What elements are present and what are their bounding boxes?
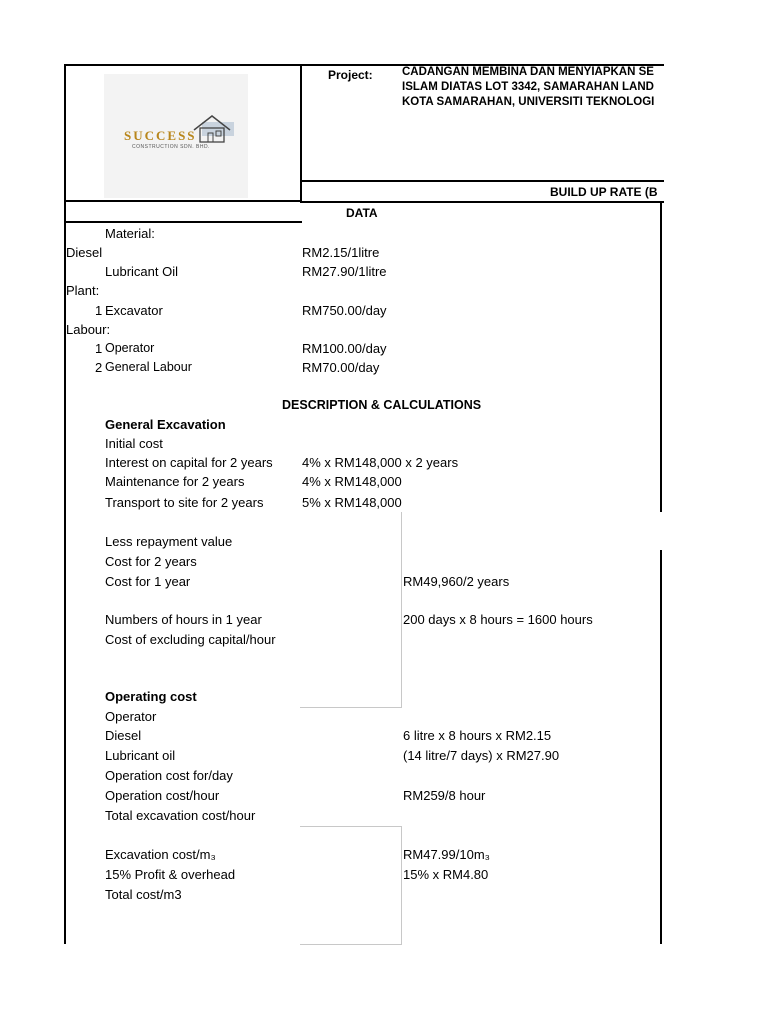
calc-row-desc: Transport to site for 2 years (105, 495, 264, 510)
calc-row-value: 4% x RM148,000 x 2 years (302, 455, 459, 470)
calc-row-value: 4% x RM148,000 (302, 474, 402, 489)
calc-row-desc: 15% Profit & overhead (105, 867, 236, 882)
calc-row-desc: Excavation cost/m₃ (105, 847, 216, 862)
buildup-bottom-border (300, 201, 664, 203)
material-label: Material: (105, 226, 155, 241)
calc-row-desc: Less repayment value (105, 534, 233, 549)
operator-label: Operator (105, 341, 155, 355)
cell-outline (401, 512, 402, 708)
calc-row-desc: Numbers of hours in 1 year (105, 612, 262, 627)
calc-row-desc: Cost for 1 year (105, 574, 191, 589)
cell-outline (300, 944, 402, 945)
calc-row-desc: Total excavation cost/hour (105, 808, 256, 823)
diesel-label: Diesel (66, 245, 103, 260)
frame-right-border-lower (660, 550, 662, 944)
calc-row-desc: Cost of excluding capital/hour (105, 632, 276, 647)
calc-row-desc: Maintenance for 2 years (105, 474, 245, 489)
operator-rate: RM100.00/day (302, 341, 387, 356)
data-title: DATA (346, 206, 378, 220)
calc-row-value: 200 days x 8 hours = 1600 hours (403, 612, 593, 627)
calc-row-value: 15% x RM4.80 (403, 867, 489, 882)
diesel-rate: RM2.15/1litre (302, 245, 380, 260)
plant-label: Plant: (66, 283, 100, 298)
calc-row-desc: General Excavation (105, 417, 226, 432)
cell-outline (300, 826, 402, 827)
logo-brand: SUCCESS (124, 128, 197, 143)
excavator-label: Excavator (105, 303, 163, 318)
calc-row-desc: Lubricant oil (105, 748, 176, 763)
labour-label: Labour: (66, 322, 111, 337)
calc-row-desc: Operating cost (105, 689, 197, 704)
operator-qty: 1 (95, 341, 103, 356)
calc-row-desc: Diesel (105, 728, 142, 743)
general-labour-label: General Labour (105, 360, 192, 374)
project-title-cell (402, 64, 660, 124)
calc-row-desc: Interest on capital for 2 years (105, 455, 273, 470)
excavator-qty: 1 (95, 303, 103, 318)
calc-row-value: 5% x RM148,000 (302, 495, 402, 510)
data-header-border (64, 221, 302, 223)
calc-row-desc: Operation cost for/day (105, 768, 233, 783)
general-labour-rate: RM70.00/day (302, 360, 380, 375)
calc-row-desc: Cost for 2 years (105, 554, 197, 569)
excavator-rate: RM750.00/day (302, 303, 387, 318)
calc-row-value: RM49,960/2 years (403, 574, 510, 589)
project-line-3: KOTA SAMARAHAN, UNIVERSITI TEKNOLOGI (402, 96, 655, 108)
calc-row-desc: Operator (105, 709, 157, 724)
calc-row-value: (14 litre/7 days) x RM27.90 (403, 748, 560, 763)
build-up-cell (302, 182, 660, 201)
project-line-1: CADANGAN MEMBINA DAN MENYIAPKAN SE (402, 66, 654, 78)
calc-row-value: RM259/8 hour (403, 788, 486, 803)
general-labour-qty: 2 (95, 360, 103, 375)
lubricant-rate: RM27.90/1litre (302, 264, 387, 279)
lubricant-label: Lubricant Oil (105, 264, 178, 279)
calc-row-desc: Initial cost (105, 436, 163, 451)
project-line-2: ISLAM DIATAS LOT 3342, SAMARAHAN LAND (402, 81, 654, 93)
frame-left-border (64, 64, 66, 944)
calc-row-desc: Operation cost/hour (105, 788, 220, 803)
calc-title: DESCRIPTION & CALCULATIONS (282, 398, 482, 412)
logo-mark (120, 114, 240, 154)
cell-outline (300, 707, 402, 708)
calc-row-desc: Total cost/m3 (105, 887, 182, 902)
cell-outline (401, 826, 402, 944)
build-up-title: BUILD UP RATE (B (550, 185, 658, 199)
project-label: Project: (328, 68, 373, 82)
frame-right-border-upper (660, 201, 662, 512)
calc-row-value: 6 litre x 8 hours x RM2.15 (403, 728, 552, 743)
logo-subtitle: CONSTRUCTION SDN. BHD. (132, 144, 210, 150)
logo-bottom-border (64, 200, 302, 202)
calc-row-value: RM47.99/10m₃ (403, 847, 490, 862)
